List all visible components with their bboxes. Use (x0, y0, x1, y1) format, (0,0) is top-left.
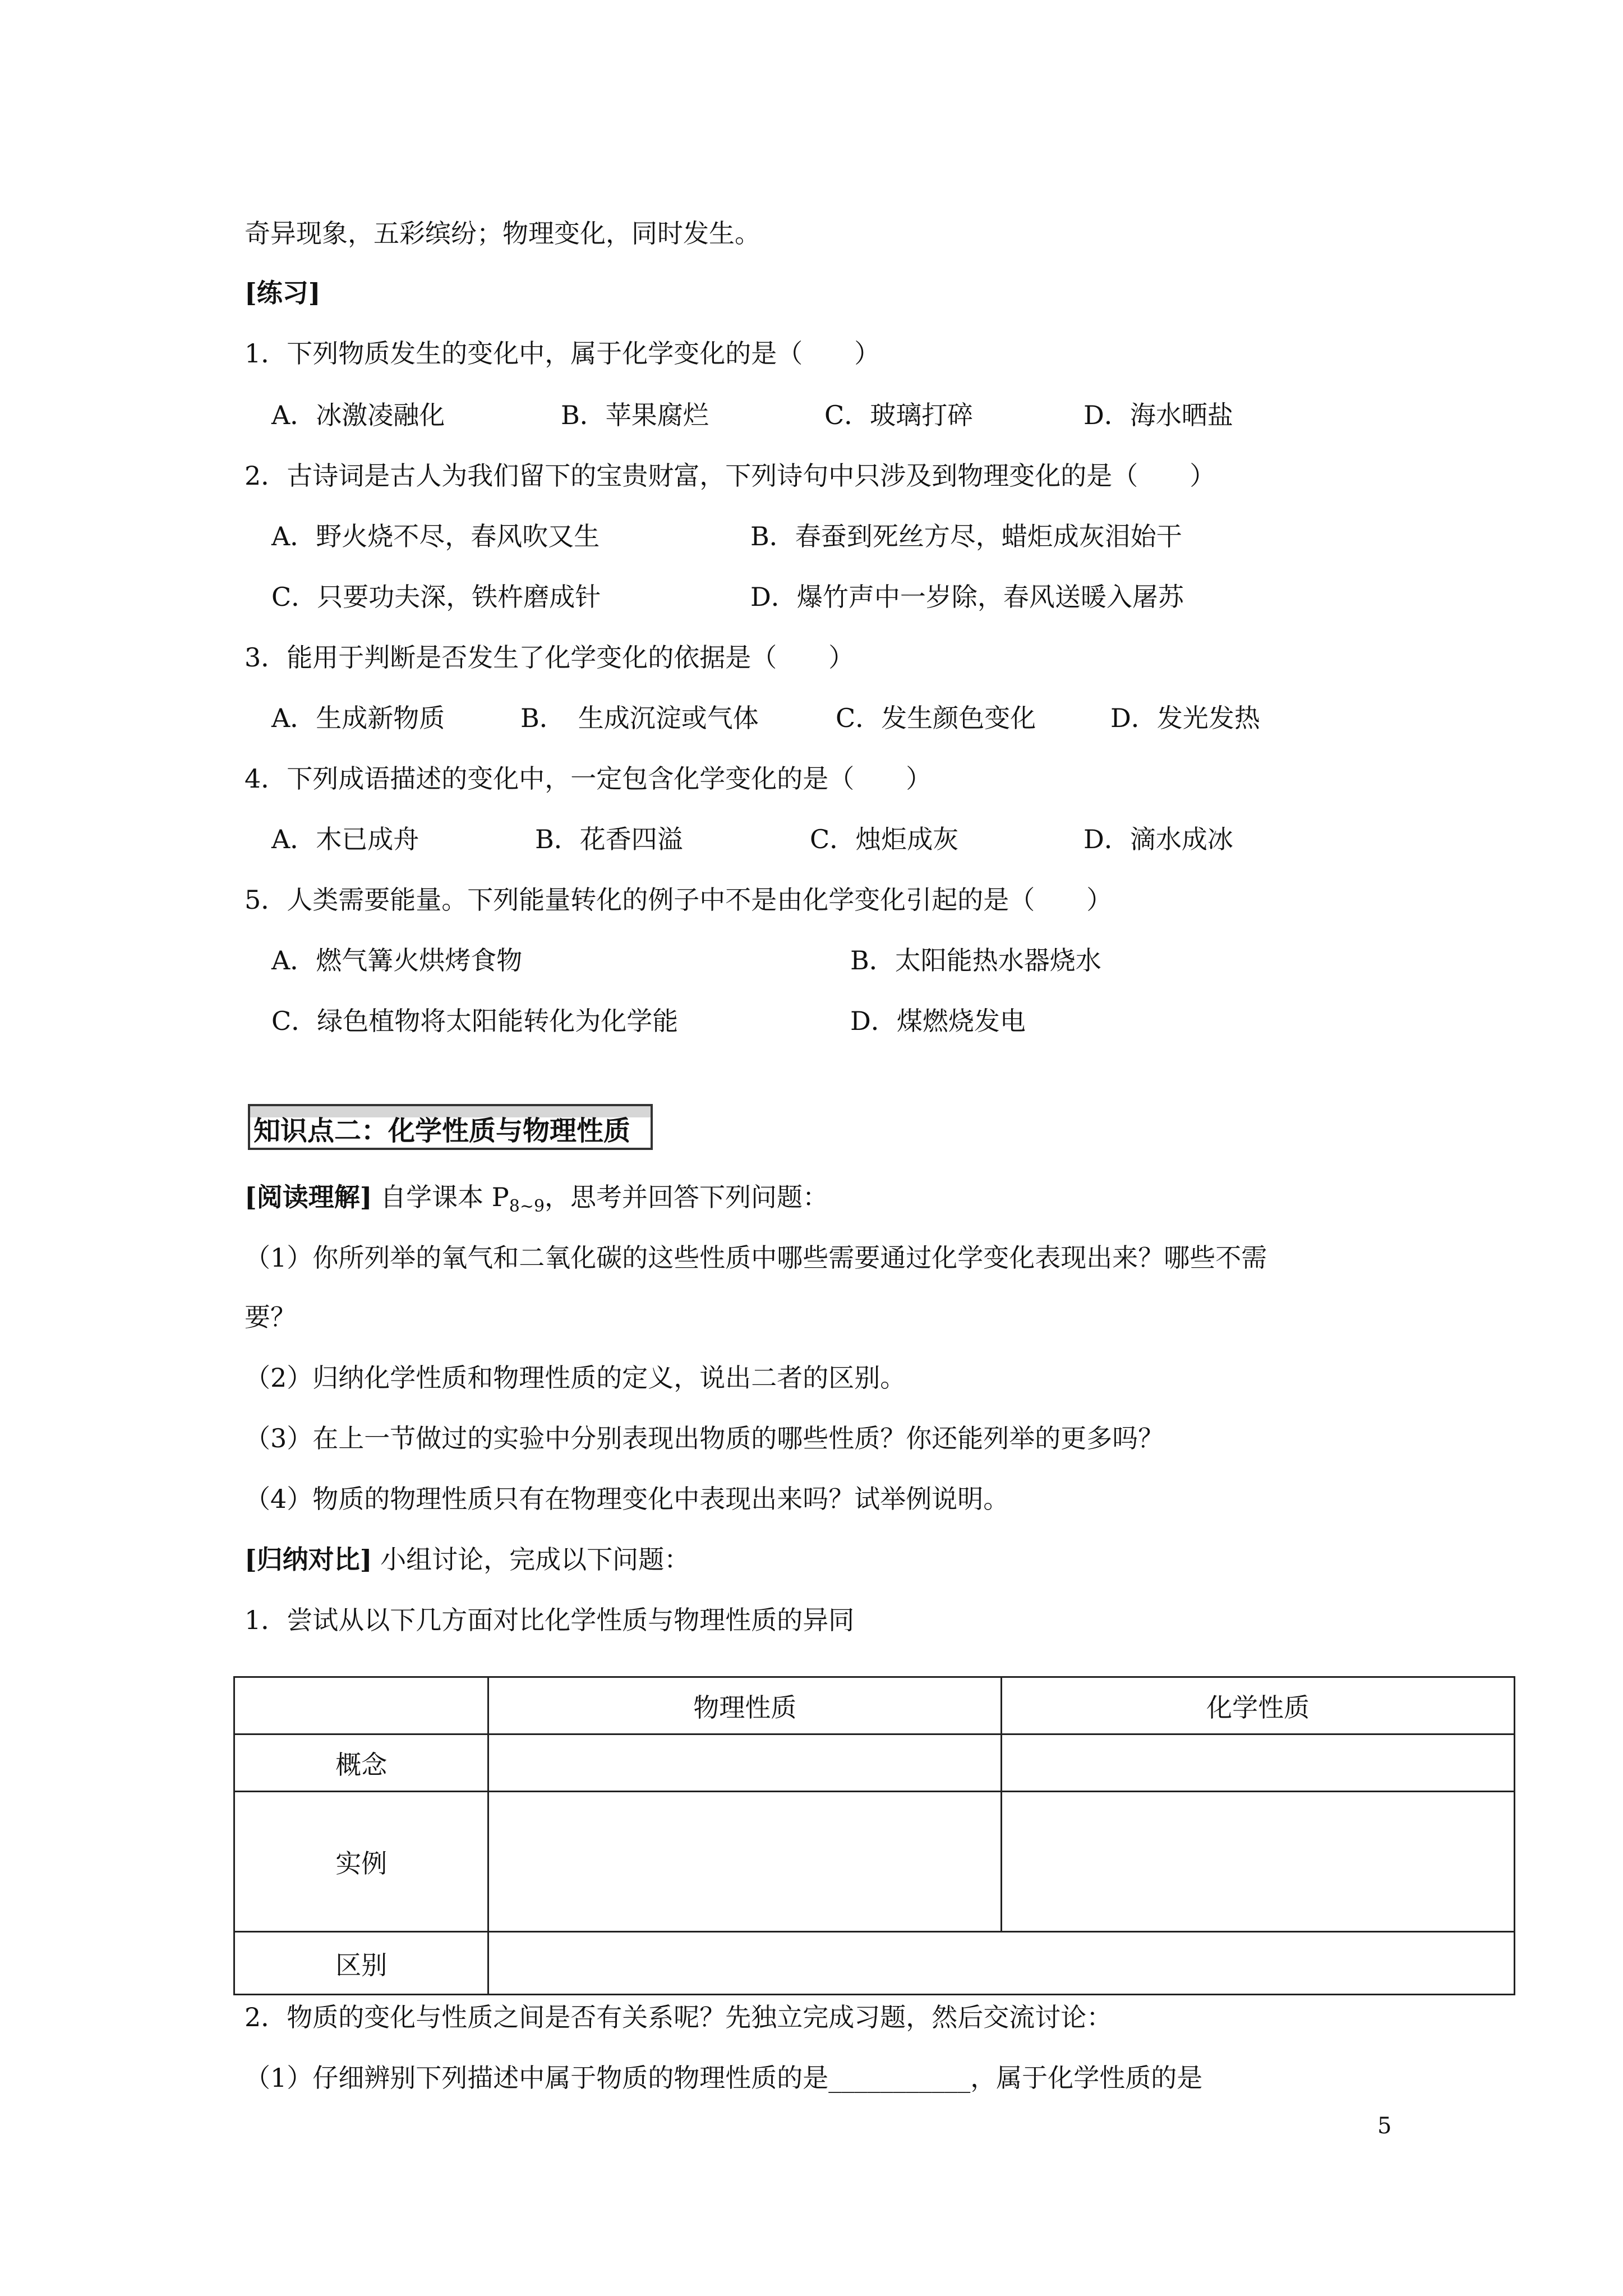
question-5-option-a: A．燃气篝火烘烤食物 (271, 945, 523, 976)
cell-difference[interactable] (488, 1932, 1515, 1995)
question-3-option-d: D．发光发热 (1110, 703, 1260, 733)
reading-item-1-continued: 要？ (245, 1302, 296, 1332)
question-3-stem: 3．能用于判断是否发生了化学变化的依据是（ ） (245, 642, 855, 673)
practice-heading: [练习] (245, 278, 321, 308)
question-1-option-b: B．苹果腐烂 (561, 400, 709, 430)
knowledge-point-title: 知识点二：化学性质与物理性质 (253, 1115, 631, 1147)
cell-example-chemical[interactable] (1002, 1792, 1515, 1932)
knowledge-point-heading (248, 1104, 653, 1150)
question-1-stem: 1．下列物质发生的变化中，属于化学变化的是（ ） (245, 338, 880, 369)
question-5-option-b: B．太阳能热水器烧水 (850, 945, 1101, 976)
question-3-option-c: C．发生颜色变化 (836, 703, 1036, 733)
question-3-option-b: B． 生成沉淀或气体 (520, 703, 759, 733)
summary-question-1: 1．尝试从以下几方面对比化学性质与物理性质的异同 (245, 1605, 855, 1635)
question-2-option-c: C．只要功夫深，铁杵磨成针 (271, 582, 601, 612)
reading-item-2: （2）归纳化学性质和物理性质的定义，说出二者的区别。 (245, 1363, 906, 1393)
intro-line: 奇异现象，五彩缤纷；物理变化，同时发生。 (245, 218, 760, 249)
summary-text: 小组讨论，完成以下问题： (380, 1544, 690, 1575)
question-4-option-d: D．滴水成冰 (1083, 824, 1233, 854)
table-row (234, 1734, 1515, 1792)
question-5-stem: 5．人类需要能量。下列能量转化的例子中不是由化学变化引起的是（ ） (245, 885, 1113, 915)
cell-concept-chemical[interactable] (1002, 1734, 1515, 1792)
cell-concept-physical[interactable] (488, 1734, 1002, 1792)
comparison-table (233, 1676, 1515, 1995)
table-header-chemical: 化学性质 (1002, 1677, 1515, 1734)
question-4-option-a: A．木已成舟 (271, 824, 419, 854)
summary-question-2: 2．物质的变化与性质之间是否有关系呢？先独立完成习题，然后交流讨论： (245, 2002, 1113, 2032)
row-label-example: 实例 (234, 1792, 488, 1932)
summary-line (245, 1543, 690, 1576)
table-row (234, 1932, 1515, 1995)
table-header-physical: 物理性质 (488, 1677, 1002, 1734)
question-2-option-d: D．爆竹声中一岁除，春风送暖入屠苏 (750, 582, 1184, 612)
reading-label: [阅读理解] (245, 1182, 372, 1212)
question-2-option-a: A．野火烧不尽，春风吹又生 (271, 521, 600, 551)
question-1-option-a: A．冰激凌融化 (271, 400, 445, 430)
row-label-concept: 概念 (234, 1734, 488, 1792)
summary-label: [归纳对比] (245, 1544, 372, 1575)
page-number: 5 (1377, 2113, 1392, 2139)
cell-example-physical[interactable] (488, 1792, 1002, 1932)
question-5-option-d: D．煤燃烧发电 (850, 1006, 1026, 1036)
table-header-row (234, 1677, 1515, 1734)
reading-text-after: ，思考并回答下列问题： (545, 1182, 829, 1212)
reading-page-subscript: 8~9 (509, 1197, 545, 1216)
question-3-option-a: A．生成新物质 (271, 703, 445, 733)
table-row (234, 1792, 1515, 1932)
reading-item-4: （4）物质的物理性质只有在物理变化中表现出来吗？试举例说明。 (245, 1484, 1009, 1514)
reading-item-1: （1）你所列举的氧气和二氧化碳的这些性质中哪些需要通过化学变化表现出来？哪些不需 (245, 1243, 1267, 1273)
summary-question-2-1: （1）仔细辨别下列描述中属于物质的物理性质的是___________，属于化学性质的是 (245, 2063, 1203, 2093)
question-5-option-c: C．绿色植物将太阳能转化为化学能 (271, 1006, 679, 1036)
question-1-option-d: D．海水晒盐 (1083, 400, 1233, 430)
reading-line (245, 1180, 828, 1223)
row-label-difference: 区别 (234, 1932, 488, 1995)
question-4-stem: 4．下列成语描述的变化中，一定包含化学变化的是（ ） (245, 763, 932, 794)
question-2-stem: 2．古诗词是古人为我们留下的宝贵财富，下列诗句中只涉及到物理变化的是（ ） (245, 461, 1216, 491)
question-4-option-c: C．烛炬成灰 (810, 824, 959, 854)
question-1-option-c: C．玻璃打碎 (824, 400, 974, 430)
reading-text-before: 自学课本 P (380, 1182, 509, 1212)
question-4-option-b: B．花香四溢 (535, 824, 683, 854)
table-header-empty (234, 1677, 488, 1734)
reading-item-3: （3）在上一节做过的实验中分别表现出物质的哪些性质？你还能列举的更多吗？ (245, 1423, 1164, 1453)
question-2-option-b: B．春蚕到死丝方尽，蜡炬成灰泪始干 (750, 521, 1182, 551)
